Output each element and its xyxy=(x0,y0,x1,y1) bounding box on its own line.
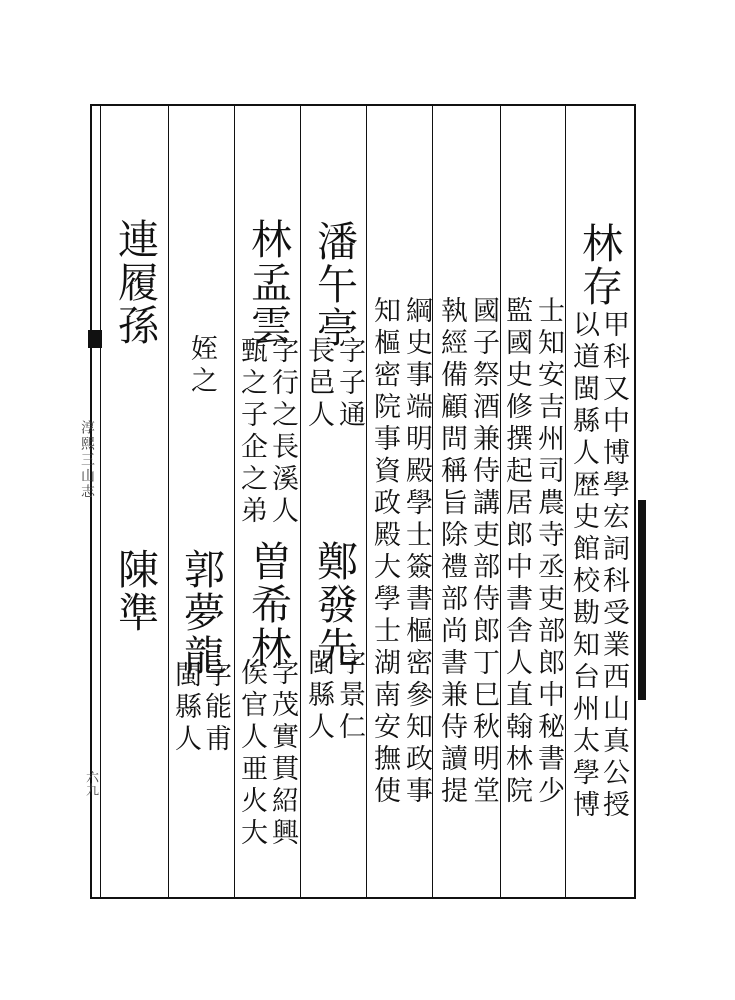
entry-name: 連履孫 xyxy=(111,218,159,347)
entry-line: 字行之長溪人 xyxy=(267,336,298,528)
page-number: 六九 xyxy=(83,770,98,796)
entry-line: 士知安吉州司農寺丞吏部郎中秘書少 xyxy=(533,296,564,808)
entry-line: 綱史事端明殿學士簽書樞密參知政事 xyxy=(401,296,432,808)
edge-bar xyxy=(638,500,646,700)
entry-line: 字能甫 xyxy=(200,660,231,756)
col-rule-8 xyxy=(100,104,101,899)
top-border xyxy=(90,104,635,106)
entry-name: 郭夢龍 xyxy=(177,548,225,677)
entry-line: 執經備顧問稱旨除禮部尚書兼侍讀提 xyxy=(436,296,467,808)
col-rule-5 xyxy=(300,104,301,899)
bottom-border xyxy=(90,897,635,899)
outer-border-right xyxy=(634,104,636,899)
entry-name: 鄭發先 xyxy=(310,540,358,669)
entry-line: 閩縣人 xyxy=(303,648,334,744)
entry-line: 監國史修撰起居郎中書舎人直翰林院 xyxy=(501,296,532,808)
entry-line: 閩縣人 xyxy=(170,660,201,756)
entry-name: 陳準 xyxy=(111,548,159,634)
book-title: 淳熙三山志 xyxy=(79,420,95,500)
entry-line: 長邑人 xyxy=(303,336,334,432)
col-rule-4 xyxy=(366,104,367,899)
entry-prefix: 姪之 xyxy=(186,334,217,398)
col-rule-1 xyxy=(565,104,566,899)
entry-name: 潘午亭 xyxy=(310,220,358,349)
col-rule-6 xyxy=(234,104,235,899)
entry-line: 字子通 xyxy=(334,336,365,432)
entry-name: 林孟雲 xyxy=(244,218,292,347)
entry-line: 以道閩縣人歴史館校勘知台州太學博 xyxy=(568,310,599,822)
margin-mark xyxy=(88,330,102,348)
entry-line: 甄之子企之弟 xyxy=(236,336,267,528)
entry-line: 知樞密院事資政殿大學士湖南安撫使 xyxy=(369,296,400,808)
entry-line: 字景仁 xyxy=(334,648,365,744)
entry-line: 字茂實貫紹興 xyxy=(267,658,298,850)
entry-name: 曽希林 xyxy=(244,540,292,669)
col-rule-7 xyxy=(168,104,169,899)
entry-line: 國子祭酒兼侍講吏部侍郎丁巳秋明堂 xyxy=(468,296,499,808)
col-rule-3 xyxy=(432,104,433,899)
entry-name: 林存 xyxy=(575,222,623,308)
entry-line: 俟官人亜火大 xyxy=(236,658,267,850)
entry-line: 甲科又中博學宏詞科受業西山真公授 xyxy=(598,310,629,822)
